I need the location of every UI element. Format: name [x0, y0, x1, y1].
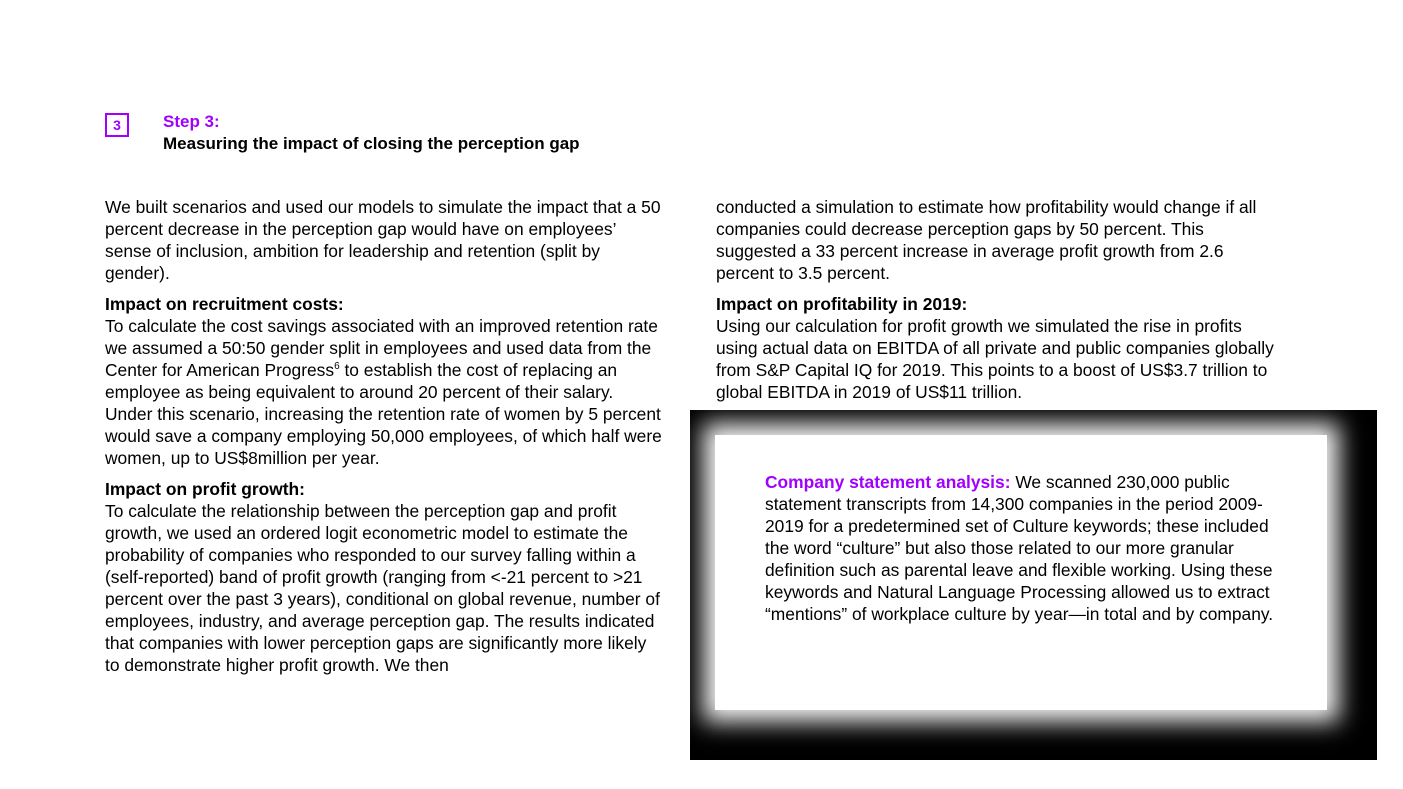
- recruitment-costs-body-cont: to establish the cost of replacing an employee as being equivalent to around 20 percent of their salary. Under this scenario, increasing the retention rate of women by 5 percent would save a company employing 50,000 employees, of which half were women, up to US$8million per year.: [105, 360, 662, 468]
- profit-growth-body: To calculate the relationship between the perception gap and profit growth, we used an ordered logit econometric model to estimate the probability of companies who responded to our survey falling within a (self-reported) band of profit growth (ranging from <-21 percent to >21 percent over the past 3 years), conditional on global revenue, number of employees, industry, and average perception gap. The results indicated that companies with lower perception gaps are significantly more likely to demonstrate higher profit growth. We then: [105, 501, 660, 675]
- callout-panel: [715, 435, 1327, 710]
- page-title: Measuring the impact of closing the perception gap: [163, 134, 580, 153]
- footnote-ref: 6: [334, 361, 340, 373]
- step-label: Step 3:: [163, 112, 220, 131]
- callout-text: [765, 471, 1285, 625]
- step-number-badge: 3: [105, 113, 129, 137]
- profitability-body: Using our calculation for profit growth we simulated the rise in profits using actual data on EBITDA of all private and public companies globally from S&P Capital IQ for 2019. This points to a boost of US$3.7 trillion to global EBITDA in 2019 of US$11 trillion.: [716, 316, 1274, 402]
- profitability-heading: Impact on profitability in 2019:: [716, 294, 968, 314]
- callout-lead: Company statement analysis:: [765, 472, 1011, 492]
- recruitment-costs-body: To calculate the cost savings associated with an improved retention rate we assumed a 50:50 gender split in employees and used data from the Center for American Progress: [105, 316, 658, 380]
- profit-growth-heading: Impact on profit growth:: [105, 479, 305, 499]
- simulation-paragraph: conducted a simulation to estimate how profitability would change if all companies could decrease perception gaps by 50 percent. This suggested a 33 percent increase in average profit growth from 2.6 percent to 3.5 percent.: [716, 197, 1257, 283]
- left-column: [105, 196, 665, 685]
- profitability-section: [716, 293, 1276, 403]
- callout-box: [690, 410, 1377, 760]
- recruitment-costs-heading: Impact on recruitment costs:: [105, 294, 344, 314]
- profit-growth-section: [105, 478, 665, 676]
- recruitment-costs-section: [105, 293, 665, 469]
- step-heading: [163, 111, 580, 155]
- right-column: [716, 196, 1276, 412]
- intro-paragraph: We built scenarios and used our models to simulate the impact that a 50 percent decrease in the perception gap would have on employees’ sense of inclusion, ambition for leadership and retention (split by gender).: [105, 197, 661, 283]
- callout-body: We scanned 230,000 public statement transcripts from 14,300 companies in the period 2009-2019 for a predetermined set of Culture keywords; these included the word “culture” but also those related to our more granular definition such as parental leave and flexible working. Using these keywords and Natural Language Processing allowed us to extract “mentions” of workplace culture by year—in total and by company.: [765, 472, 1274, 624]
